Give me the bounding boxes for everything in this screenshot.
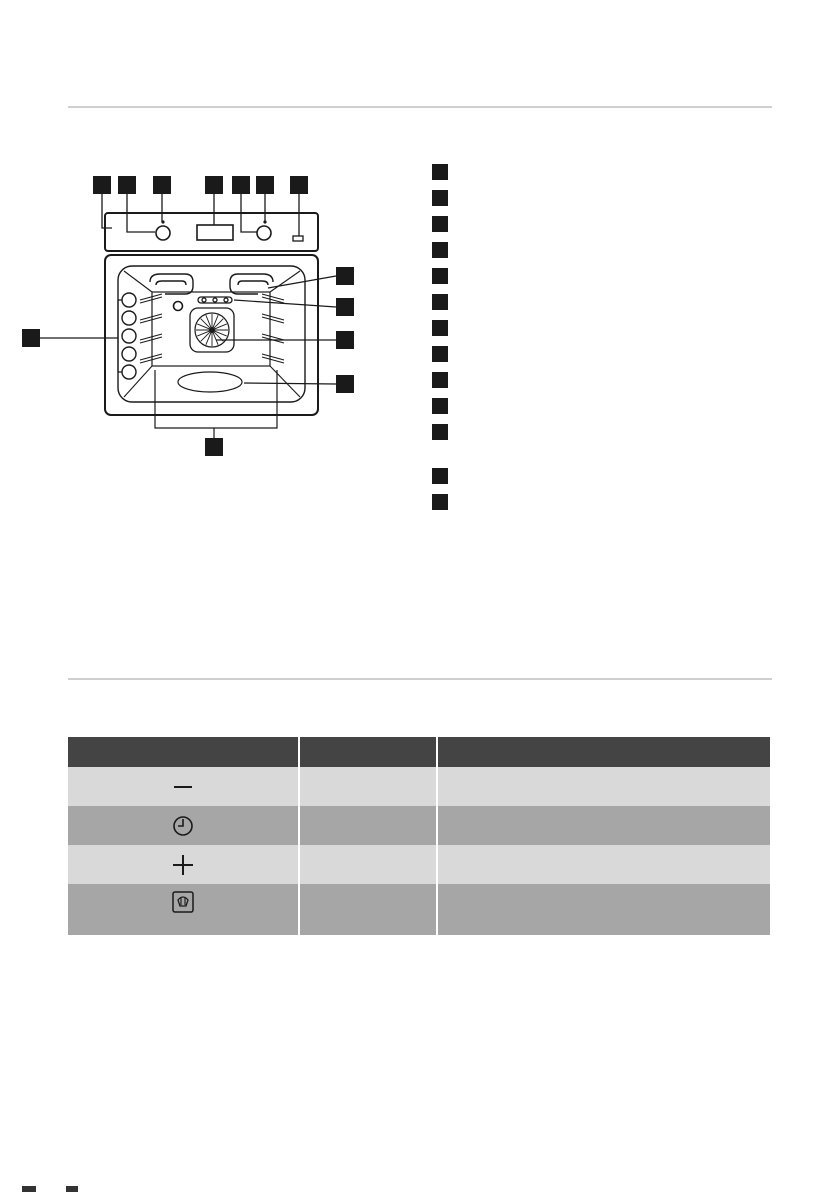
- plus-icon: [68, 845, 298, 884]
- callout-box: [256, 176, 274, 194]
- legend-number-box: [432, 242, 448, 258]
- power-lamp: [293, 236, 303, 241]
- callout-box: [22, 329, 40, 347]
- callout-box: [205, 176, 223, 194]
- callout-box: [232, 176, 250, 194]
- display: [197, 225, 233, 240]
- function-knob: [156, 226, 170, 240]
- callout-box: [153, 176, 171, 194]
- table-row: [438, 884, 770, 935]
- table-row: [438, 767, 770, 806]
- callout-box: [336, 375, 354, 393]
- callout-box: [336, 267, 354, 285]
- callout-box: [290, 176, 308, 194]
- section-divider-middle: [68, 678, 772, 680]
- table-header-cell: [300, 737, 436, 767]
- legend-number-box: [432, 294, 448, 310]
- table-row: [438, 806, 770, 845]
- legend-number-box: [432, 268, 448, 284]
- legend-number-box: [432, 494, 448, 510]
- callout-box: [93, 176, 111, 194]
- legend-number-box: [432, 424, 448, 440]
- clock-icon: [68, 806, 298, 845]
- table-row: [300, 767, 436, 806]
- oven-diagram: [0, 0, 840, 560]
- table-header-cell: [438, 737, 770, 767]
- legend-number-box: [432, 320, 448, 336]
- callout-box: [336, 298, 354, 316]
- legend-number-box: [432, 164, 448, 180]
- legend-number-box: [432, 398, 448, 414]
- table-row: [300, 806, 436, 845]
- table-header-cell: [68, 737, 298, 767]
- legend-number-box: [432, 216, 448, 232]
- table-row: [438, 845, 770, 884]
- legend-number-box: [432, 372, 448, 388]
- callout-box: [118, 176, 136, 194]
- page-footer-mark: [66, 1186, 78, 1192]
- legend-number-box: [432, 346, 448, 362]
- legend-number-box: [432, 190, 448, 206]
- table-row: [300, 884, 436, 935]
- table-row: [300, 845, 436, 884]
- oven-light-icon: [68, 884, 298, 920]
- page-footer-mark: [22, 1186, 36, 1192]
- legend-number-box: [432, 468, 448, 484]
- callout-box: [205, 438, 223, 456]
- callout-box: [336, 331, 354, 349]
- temperature-knob: [257, 226, 271, 240]
- minus-icon: [68, 767, 298, 806]
